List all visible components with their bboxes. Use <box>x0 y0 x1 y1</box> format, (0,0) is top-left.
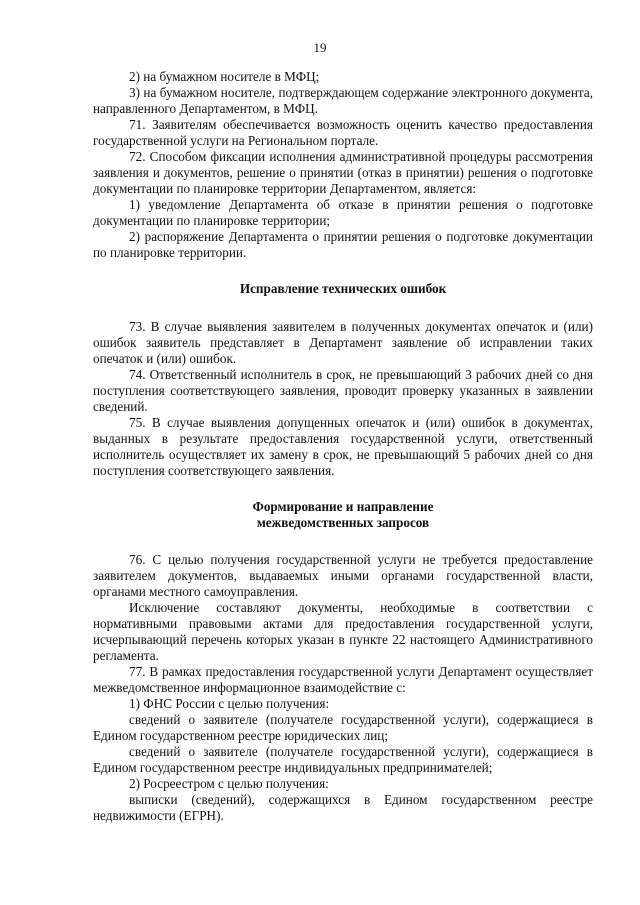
paragraph-76: 76. С целью получения государственной услуги не требуется предоставление заявителем документов, выдаваемых иными органами государственной власти, органами местного самоуправления. <box>93 552 593 599</box>
document-body <box>93 69 593 824</box>
paragraph-item-paper-mfc: 2) на бумажном носителе в МФЦ; <box>129 69 320 84</box>
paragraph-item-rosreestr: 2) Росреестром с целью получения: <box>129 776 329 791</box>
paragraph-73: 73. В случае выявления заявителем в полученных документах опечаток и (или) ошибок заявитель представляет в Департамент заявление об исправлении таких опечаток и (или) ошибок. <box>93 319 593 366</box>
paragraph-item-order: 2) распоряжение Департамента о принятии решения о подготовке документации по планировке территории. <box>93 229 593 260</box>
paragraph-75: 75. В случае выявления допущенных опечаток и (или) ошибок в документах, выданных в результате предоставления государственной услуги, ответственный исполнитель осуществляет их замену в срок, не превышающий 5 рабочих дней со дня поступления соответствующего заявления. <box>93 415 593 478</box>
paragraph-item-paper-confirming: 3) на бумажном носителе, подтверждающем содержание электронного документа, направленного Департаментом, в МФЦ. <box>93 85 593 116</box>
paragraph-item-refusal-notice: 1) уведомление Департамента об отказе в принятии решения о подготовке документации по планировке территории; <box>93 197 593 228</box>
paragraph-egrip-info: сведений о заявителе (получателе государственной услуги), содержащиеся в Едином государственном реестре индивидуальных предпринимателей; <box>93 744 593 775</box>
section-heading-interagency-requests <box>93 499 593 531</box>
paragraph-egrul-info: сведений о заявителе (получателе государственной услуги), содержащиеся в Едином государственном реестре юридических лиц; <box>93 712 593 743</box>
section-heading-line-2: межведомственных запросов <box>256 515 430 530</box>
paragraph-77: 77. В рамках предоставления государственной услуги Департамент осуществляет межведомственное информационное взаимодействие с: <box>93 664 593 695</box>
section-heading-technical-errors: Исправление технических ошибок <box>239 281 447 296</box>
page-number: 19 <box>313 40 327 55</box>
paragraph-exception: Исключение составляют документы, необходимые в соответствии с нормативными правовыми актами для предоставления государственной услуги, исчерпывающий перечень которых указан в пункте 22 настоящего Административного регламента. <box>93 600 593 663</box>
paragraph-72: 72. Способом фиксации исполнения административной процедуры рассмотрения заявления и документов, решение о принятии (отказ в принятии) решения о подготовке документации по планировке территории Департаментом, является: <box>93 149 593 196</box>
paragraph-item-fns: 1) ФНС России с целью получения: <box>129 696 330 711</box>
section-heading-line-1: Формирование и направление <box>252 499 434 514</box>
paragraph-74: 74. Ответственный исполнитель в срок, не превышающий 3 рабочих дней со дня поступления соответствующего заявления, проводит проверку указанных в заявлении сведений. <box>93 367 593 414</box>
paragraph-egrn-extract: выписки (сведений), содержащихся в Едином государственном реестре недвижимости (ЕГРН). <box>93 792 593 823</box>
paragraph-71: 71. Заявителям обеспечивается возможность оценить качество предоставления государственной услуги на Региональном портале. <box>93 117 593 148</box>
